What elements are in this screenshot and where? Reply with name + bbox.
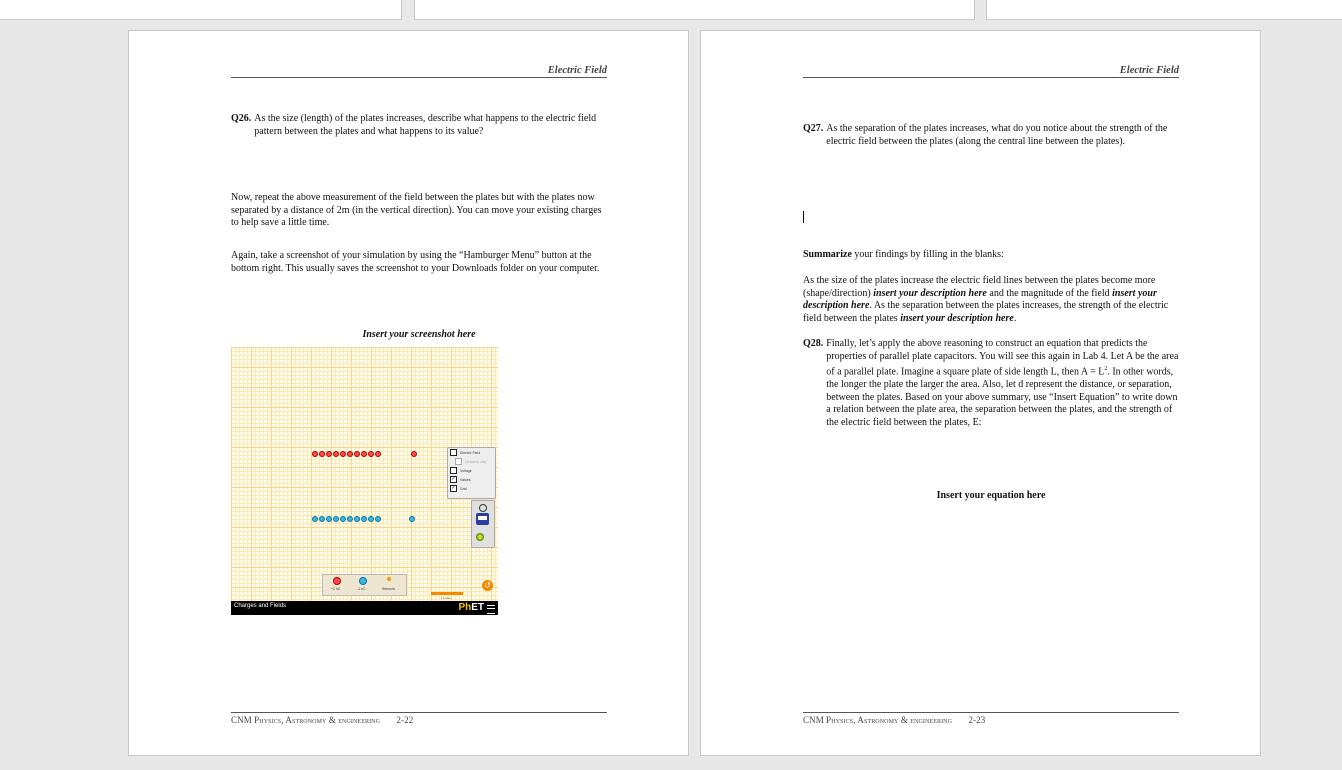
- fill-text: and the magnitude of the field: [986, 287, 1113, 299]
- ruler-label: 1 meter: [441, 596, 452, 600]
- negative-charge-icon: [359, 577, 367, 585]
- fill-text: As the size of the plates increase the electric field lines between the plates become more (shape/direction): [803, 275, 1156, 299]
- positive-charge: [319, 451, 325, 457]
- voltmeter-icon: [476, 513, 489, 525]
- previous-page-left: [0, 0, 402, 20]
- positive-charge-icon: [333, 577, 341, 585]
- previous-page-right: [986, 0, 1342, 20]
- checkbox-checked-icon: [450, 485, 457, 492]
- option-values: [448, 475, 495, 484]
- footer: [803, 712, 1179, 725]
- question-number: Q26.: [231, 113, 252, 124]
- logo-part: ET: [471, 602, 484, 613]
- positive-charge: [354, 451, 360, 457]
- negative-charge: [354, 516, 360, 522]
- negative-charge: [375, 516, 381, 522]
- kit-label: Sensors: [382, 587, 395, 591]
- option-label: Values: [460, 477, 471, 482]
- sensor-icon: [476, 533, 484, 541]
- option-label: Voltage: [460, 468, 472, 473]
- footer: [231, 712, 607, 725]
- option-label: Direction only: [465, 459, 487, 464]
- option-voltage: [448, 466, 495, 475]
- negative-charge: [333, 516, 339, 522]
- hamburger-menu-icon: [487, 605, 495, 614]
- positive-charge: [361, 451, 367, 457]
- negative-charge: [326, 516, 332, 522]
- question-text: As the separation of the plates increases, what do you notice about the strength of the electric field between the plates (along the central line between the plates).: [826, 123, 1168, 147]
- sensor-icon: [387, 577, 391, 581]
- checkbox-icon: [450, 467, 457, 474]
- page-number: 2-23: [968, 715, 986, 725]
- blank-placeholder[interactable]: insert your description here: [803, 287, 1157, 312]
- question-q26: [231, 113, 607, 138]
- sim-options-panel: [447, 447, 496, 499]
- question-text-part: . In other words, the longer the plate the larger the area. Also, let d represent the distance, or separation, between the plates. Based on your above summary, use “Insert Equation” to write down a relation between the plate area, the separation between the plates, and the strength of the electric field between the plates, E:: [826, 366, 1178, 428]
- positive-charge: [411, 451, 417, 457]
- question-text: [826, 338, 1179, 429]
- positive-charge: [375, 451, 381, 457]
- simulation-screenshot: [231, 347, 498, 615]
- option-electric-field: [448, 448, 495, 457]
- ruler-icon: [431, 592, 463, 595]
- equation-placeholder-label[interactable]: Insert your equation here: [936, 490, 1046, 501]
- blank-placeholder[interactable]: insert your description here: [873, 287, 987, 299]
- probe-icon: [479, 504, 487, 512]
- summary-instruction: [803, 249, 1179, 262]
- checkbox-checked-icon: [450, 476, 457, 483]
- question-text: As the size (length) of the plates increases, describe what happens to the electric field pattern between the plates and what happens to its value?: [254, 113, 597, 137]
- positive-charge: [347, 451, 353, 457]
- negative-charge: [312, 516, 318, 522]
- phet-logo: [458, 602, 484, 613]
- superscript: 2: [1104, 366, 1108, 373]
- option-label: Grid: [460, 486, 467, 491]
- previous-page-middle: [414, 0, 975, 20]
- positive-charge: [333, 451, 339, 457]
- screenshot-placeholder-label[interactable]: Insert your screenshot here: [362, 329, 476, 340]
- text-cursor[interactable]: [803, 211, 804, 223]
- sim-title: Charges and Fields: [234, 603, 287, 609]
- negative-charge: [340, 516, 346, 522]
- footer-org: CNM Physics, Astronomy & engineering: [803, 715, 953, 725]
- negative-charge: [347, 516, 353, 522]
- summary-text: your findings by filling in the blanks:: [851, 249, 1004, 260]
- positive-charge: [312, 451, 318, 457]
- reset-icon: ↺: [482, 580, 493, 591]
- question-q28: [803, 338, 1179, 429]
- positive-charge: [340, 451, 346, 457]
- fill-text: . As the separation between the plates increases, the strength of the electric field between the plates: [803, 300, 1169, 324]
- positive-charge: [368, 451, 374, 457]
- fill-in-paragraph: [803, 275, 1179, 325]
- running-header: Electric Field: [231, 65, 607, 78]
- positive-charge: [326, 451, 332, 457]
- page-number: 2-22: [396, 715, 414, 725]
- page-2-23[interactable]: [700, 30, 1261, 756]
- question-number: Q27.: [803, 123, 824, 134]
- sim-tools-panel: [471, 500, 495, 548]
- footer-org: CNM Physics, Astronomy & engineering: [231, 715, 381, 725]
- question-text-part: Finally, let’s apply the above reasoning to construct an equation that predicts the properties of parallel plate capacitors. You will see this again in Lab 4. Let A be the area of a parallel plate. Imagine a square plate of side length L, then A = L: [826, 338, 1179, 378]
- blank-placeholder[interactable]: insert your description here: [900, 312, 1014, 324]
- logo-part: Ph: [458, 602, 472, 613]
- instruction-paragraph-2: Again, take a screenshot of your simulation by using the “Hamburger Menu” button at the bottom right. This usually saves the screenshot to your Downloads folder on your computer.: [231, 250, 600, 274]
- running-header: Electric Field: [803, 65, 1179, 78]
- charge-kit: [322, 574, 407, 596]
- question-number: Q28.: [803, 338, 824, 349]
- page-2-22[interactable]: [128, 30, 689, 756]
- sim-navbar: [231, 601, 498, 615]
- kit-label: +1 nC: [331, 587, 341, 591]
- fill-text: .: [1013, 312, 1017, 324]
- checkbox-icon: [455, 458, 462, 465]
- negative-charge: [319, 516, 325, 522]
- option-grid: [448, 484, 495, 493]
- negative-charge: [361, 516, 367, 522]
- summary-bold: Summarize: [803, 249, 852, 260]
- option-label: Electric Field: [460, 450, 481, 455]
- question-q27: [803, 123, 1179, 148]
- checkbox-icon: [450, 449, 457, 456]
- negative-charge: [368, 516, 374, 522]
- kit-label: -1 nC: [357, 587, 366, 591]
- negative-charge: [409, 516, 415, 522]
- option-direction-only: [448, 457, 495, 466]
- instruction-paragraph-1: Now, repeat the above measurement of the field between the plates but with the plates now separated by a distance of 2m (in the vertical direction). You can move your existing charges to help save a little time.: [231, 192, 602, 229]
